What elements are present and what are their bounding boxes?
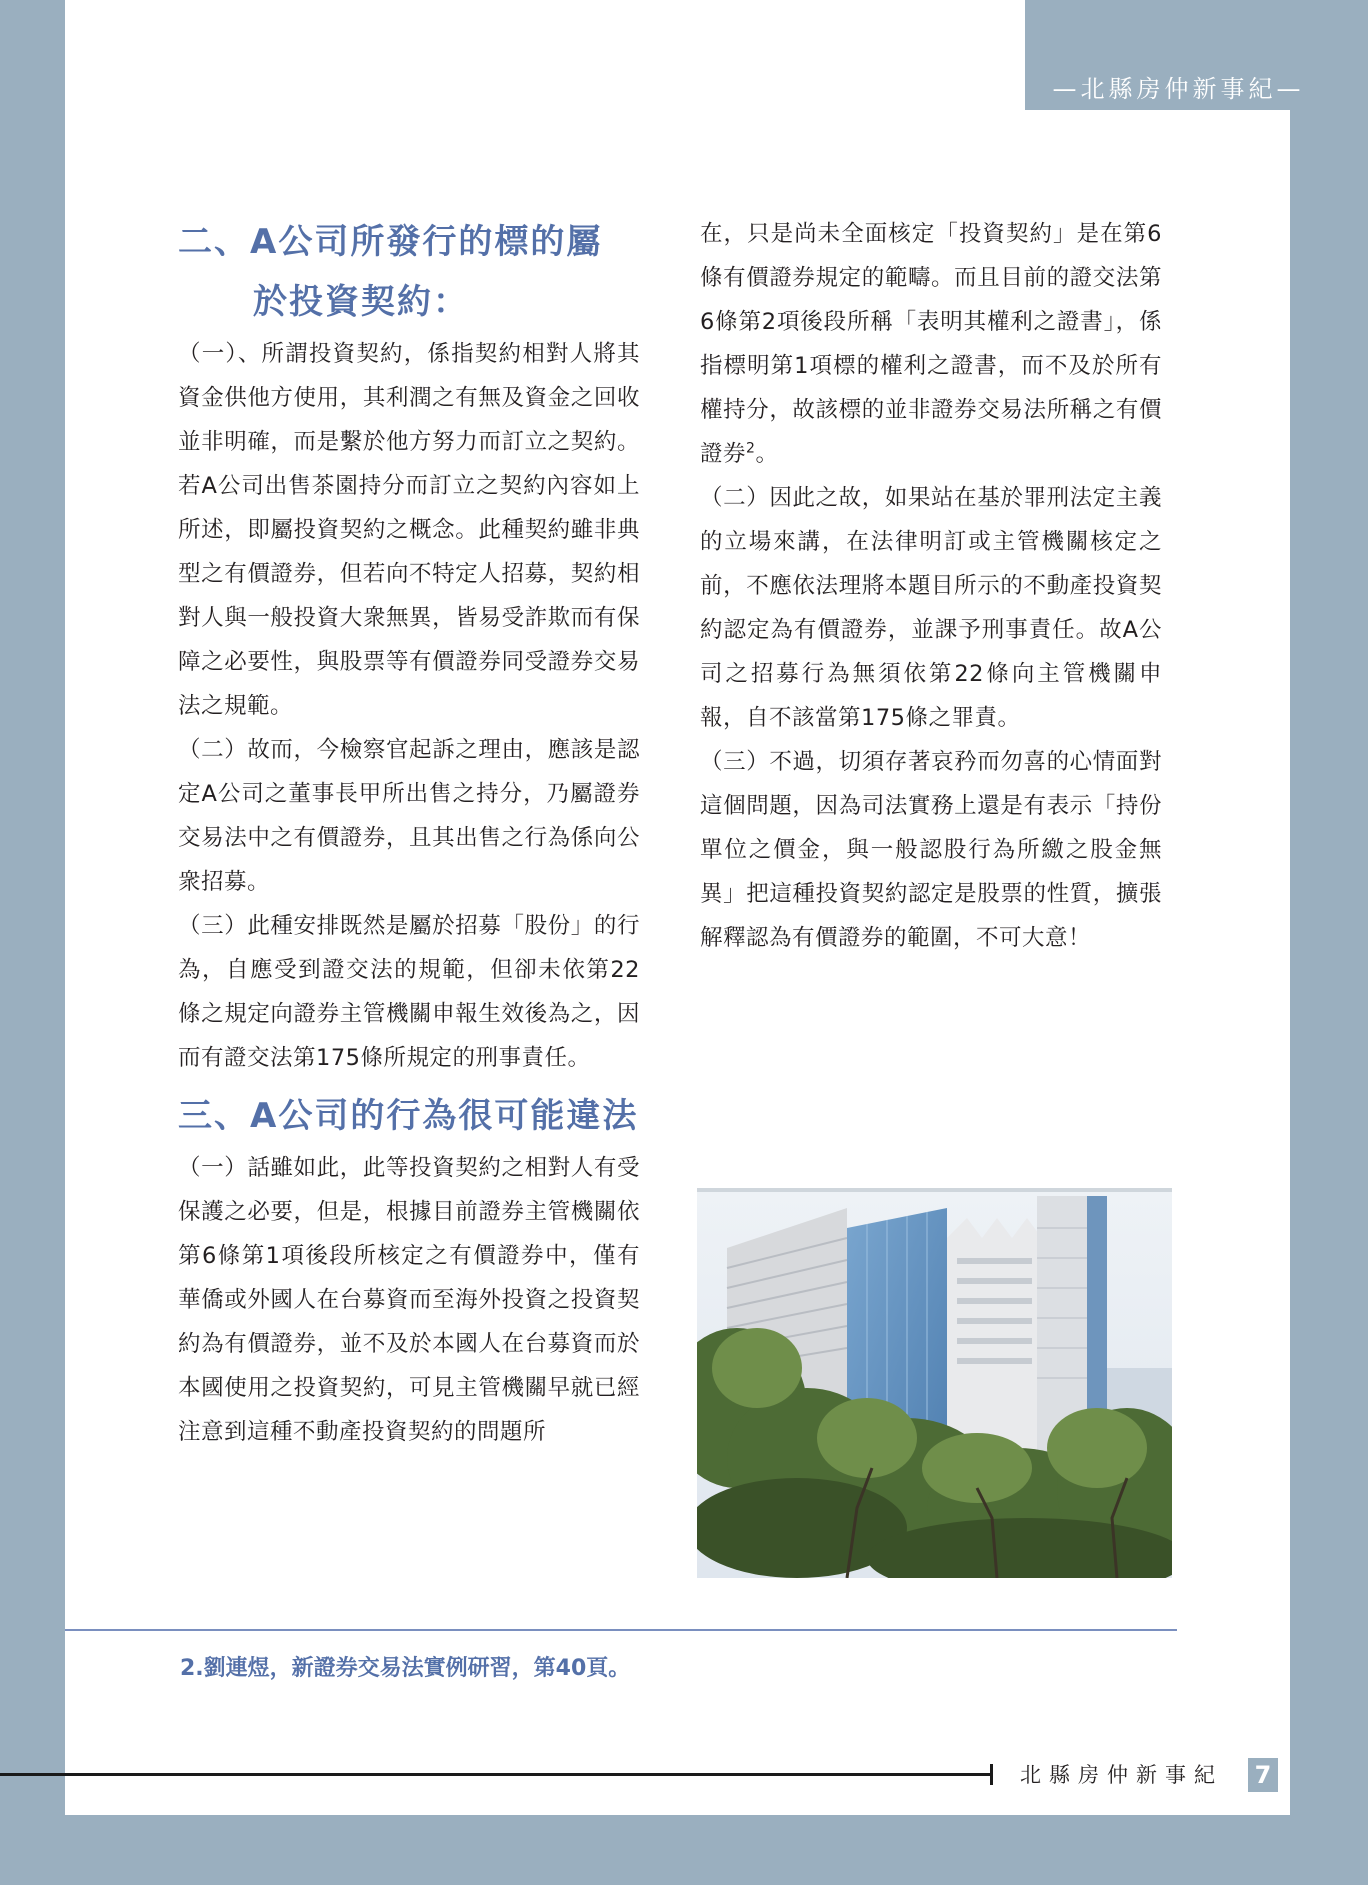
paragraph: （三）此種安排既然是屬於招募「股份」的行為，自應受到證交法的規範，但卻未依第22條之規定向證券主管機關申報生效後為之，因而有證交法第175條所規定的刑事責任。 — [178, 913, 640, 1071]
building-photo-illustration — [697, 1188, 1172, 1578]
footnote-marker[interactable]: 2 — [746, 440, 756, 457]
footnote: 2.劉連煜，新證券交易法實例研習，第40頁。 — [180, 1656, 631, 1681]
paragraph-end: 。 — [755, 441, 779, 467]
heading-line-1: 二、A公司所發行的標的屬 — [178, 222, 603, 262]
page-number: 7 — [1248, 1758, 1278, 1792]
paragraph — [700, 212, 1162, 476]
paragraph: （二）故而，今檢察官起訴之理由，應該是認定A公司之董事長甲所出售之持分，乃屬證券交易法中之有價證券，且其出售之行為係向公衆招募。 — [178, 737, 640, 895]
paragraph: （一）話雖如此，此等投資契約之相對人有受保護之必要，但是，根據目前證券主管機關依第6條第1項後段所核定之有價證券中，僅有華僑或外國人在台募資而至海外投資之投資契約為有價證券，並不及於本國人在台募資而於本國使用之投資契約，可見主管機關早就已經注意到這種不動產投資契約的問題所 — [178, 1155, 640, 1445]
section-heading-3: 三、A公司的行為很可能違法 — [178, 1096, 639, 1136]
right-column — [700, 212, 1162, 960]
header-tab — [1025, 0, 1332, 110]
paragraph-text: 在，只是尚未全面核定「投資契約」是在第6條有價證券規定的範疇。而且目前的證交法第6條第2項後段所稱「表明其權利之證書」，係指標明第1項標的權利之證書，而不及於所有權持分，故該標的並非證券交易法所稱之有價證券 — [700, 221, 1162, 467]
paragraph: （三）不過，切須存著哀矜而勿喜的心情面對這個問題，因為司法實務上還是有表示「持份單位之價金，與一般認股行為所繳之股金無異」把這種投資契約認定是股票的性質，擴張解釋認為有價證券的範圍，不可大意！ — [700, 749, 1162, 951]
footer-rule — [0, 1773, 990, 1776]
header-title: —北縣房仲新事紀— — [1052, 75, 1305, 103]
left-column — [178, 212, 640, 1454]
section-heading-2 — [178, 212, 640, 332]
paragraph: （一）、所謂投資契約，係指契約相對人將其資金供他方使用，其利潤之有無及資金之回收並非明確，而是繫於他方努力而訂立之契約。若A公司出售茶園持分而訂立之契約內容如上所述，即屬投資契約之概念。此種契約雖非典型之有價證券，但若向不特定人招募，契約相對人與一般投資大衆無異，皆易受詐欺而有保障之必要性，與股票等有價證券同受證券交易法之規範。 — [178, 341, 640, 719]
heading-line-2: 於投資契約： — [253, 282, 469, 322]
building-photo — [697, 1188, 1172, 1578]
footnote-divider — [65, 1629, 1177, 1631]
paragraph: （二）因此之故，如果站在基於罪刑法定主義的立場來講，在法律明訂或主管機關核定之前，不應依法理將本題目所示的不動產投資契約認定為有價證券，並課予刑事責任。故A公司之招募行為無須依第22條向主管機關申報，自不該當第175條之罪責。 — [700, 485, 1162, 731]
footer-title: 北縣房仲新事紀 — [1020, 1763, 1223, 1787]
footer-rule-tick — [990, 1764, 993, 1785]
